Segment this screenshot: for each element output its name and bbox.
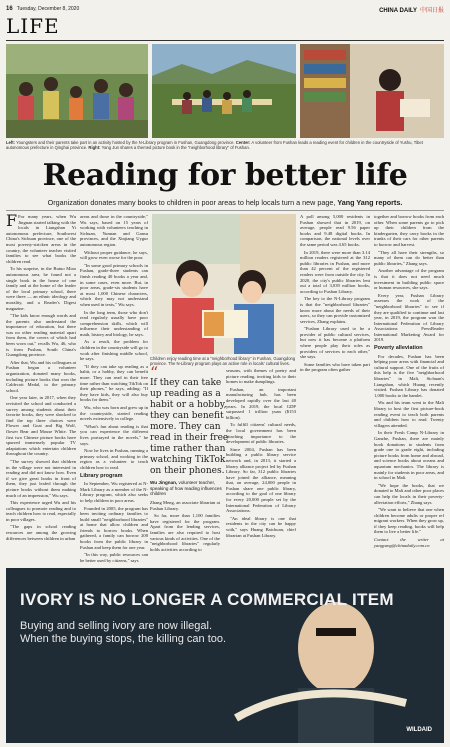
quote-mark-icon: “: [150, 363, 159, 382]
ad-brand-logo: WILDAID: [406, 727, 432, 733]
subhead-library-program: Library program: [80, 472, 123, 479]
page-number: 16: [6, 6, 13, 12]
deck-rule: [6, 210, 444, 211]
drop-cap: F: [6, 211, 18, 230]
ivory-advertisement: [6, 568, 444, 743]
section-rule: [6, 40, 444, 41]
page-header: [6, 4, 444, 14]
masthead: CHINA DAILY 中国日报: [379, 7, 444, 14]
article-col-3: Zhang Meng, an associate librarian at Fushan Library. So far, more than 1,100 families have registered for the program. Apart from the lending services, families are also required to host various kinds of activities. One of the "neighborhood libraries" regularly holds activities according to: [150, 500, 220, 552]
photo-center: [152, 44, 296, 138]
issue-date: Tuesday, December 8, 2020: [16, 6, 80, 12]
section-title: LIFE: [6, 14, 60, 38]
headline: Reading for better life: [42, 158, 408, 193]
pull-quote-text: If they can take up reading as a habit or a hobby, they can benefit more. They can read in their free time rather than watching TikTok on their phones.: [150, 378, 229, 476]
deck: Organization donates many books to children in poor areas to help locals turn a new page, Yang Yang reports.: [47, 198, 403, 207]
mid-photo-caption: Children enjoy reading time at a "neighborhood library" in Fushan, Guangdong province. The N-Library program plays an active role in locals' cultural lives.: [150, 356, 296, 366]
writer-contact: Contact the writer at yangyang@chinadaily.com.cn: [374, 537, 444, 548]
photo-right: [300, 44, 444, 138]
article-col-2: areas and those in the countryside," Wu says, based on 15 years of working with volunteers teaching in Sichuan, Yunnan and Gansu provinces, and the Xinjiang Uygur autonomous region. Without proper guidance, he says, will grow even worse for the poor. "In some good primary schools in Fushan, grade-three students can finish reading 40 books a year and, in some cases, even more. But, in poor areas, grade-six students have at most 1,000 Chinese characters, which they may not understand when used in texts," Wu says. In the long term, those who don't read regularly usually have poor comprehension skills, which will influence their understanding of math, history and biology, he says. As a result, the problem for children in the countryside will go to work after finishing middle school, he says. "If they can take up reading as a habit, or a hobby, they can benefit more. They can read in their free time rather than watching TikTok on their phones," he says, adding: "If they have kids, they will also buy books for them." Wu, who was born and grew up in the countryside, started reading novels extensively in college. "What's fun about reading is that you can experience the different lives portrayed in the novels," he says. Now he lives in Fushan, running a primary school, and working in the region as a volunteer to teach children how to read. Library program In September, Wu registered at N-Mark Library as a member of the N-Library program, which also seeks to help children in poor areas. Founded in 2005, the program has been inviting ordinary families to build small "neighborhood libraries" at home that allow children and friends to borrow books. When gathered, a family can borrow 200 books from the public library in Fushan and keep them for one year. "In this way, public resources can be better used by citizens," says: [80, 214, 148, 563]
subhead-poverty-alleviation: Poverty alleviation: [374, 345, 423, 352]
article-col-1: F For many years, when Wu Jingnan started talking with the locals in Liangshan Yi autonomous prefecture, Southwest China's Sichuan province, one of the most poverty-stricken areas in the country, the volunteer teacher visited families to see what books the children read. To his surprise, in the Butuo Miao autonomous area, he found not a single book in the house of one family and at the home of the leader of the local primary school, there were three — an ethnic ideology and morality, and a Reader's Digest magazine. "The kids know enough words and the parents also understand the importance of education, but there was no other reading material apart from them, the covers of which had been worn out," recalls Wu, 46, who is from Fushan, South China's Guangdong province. After that, Wu and his colleagues at Fushan began a volunteer organization, donated many books, including picture books that won the Caldecott Medal, to the primary school. One year later, in 2017, when they revisited the school and conducted a survey among students about their favorite books, they were shocked to find the top three choices were Flower and Goat and Big Wolf, flower Bear and Mouse White. The first two Chinese picture books have spurred immensely popular TV adaptations which entertain children throughout the country. "The survey showed that children in the village were not interested in reading and did not know how. Even if we give great books in front of them, they just leafed through the picture books without them making much of an impression," Wu says. This experience urged Wu and his colleagues to promote reading and to teach children how to read, especially in poor villages. "The gaps in school reading resources are among the growing differences between children in urban: [6, 211, 76, 541]
article-col-4: seasons, with themes of poetry and picture reading, inviting kids to their homes to make dumplings. Fushan, an important manufacturing hub, has been developed rapidly over the last 40 years. In 2019, the local GDP surpassed 1 trillion yuan ($153 billion). To fulfill citizens' cultural needs, the local government has been attaching importance to the development of public libraries. Since 2004, Fushan has been building a public library service network and, in 2013, it started a library alliance project led by Fushan Library. So far, 312 public libraries have joined the alliance, meaning that, on average, 24,000 people in Fushan share one public library, according to the goal of one library for every 20,000 people set by the International Federation of Library Associations. "An ideal library is one that residents in the city can be happy with," says Huang Baichuan, chief librarian at Fushan Library.: [226, 368, 296, 538]
article-col-5: A poll among 5,000 residents in Fushan showed that in 2019, on average, people read 9.56 paper books and 9.48 digital books. In comparison, the national levels over the same period was 4.65 books. In 2019, there were more than 3.14 million readers registered at the 312 public libraries in Fushan, and more than 42 percent of the registered readers were from outside the city. In 2020, the city's public libraries lent out a total of 3,039 million books, according to Fushan Library. The key to the N-Library program is that the "neighborhood libraries" know more about the needs of their users, so they can provide customized services, Zhang explains. "Fushan Library used to be a provider of public cultural services, but now it has become a platform where people play their roles as providers of services to each other," she says. Some families who have taken part in the program often gather: [300, 214, 370, 373]
photo-left: [6, 44, 148, 138]
photo-mid: [152, 214, 296, 354]
pull-quote: [150, 363, 230, 497]
article-col-6: together and borrow books from each other. When some parents go to pick up their children from the kindergarten, they carry books in the trunks of their cars for other parents to borrow and harvest. "They all have their strengths, so many of them can do better than public libraries," Zhang says. Another advantage of the program is that it does not need much investment in building public space or human resources, she says. Every year, Fushan Library assesses the work of the "neighborhood libraries" to see if they are qualified to continue and last year, in 2019, the program won the International Federation of Library Associations PressReader International Marketing Award for 2019. Poverty alleviation For decades, Fushan has been helping poor areas with financial and cultural support. One of the fruits of this help is the five "neighborhood libraries" in Mali, Sichuan's Liangshan, which Huang recently visited. Fushan Library has donated 1,000 books to the hamlet. Wu and his team went to the Mali library to host the first picture-book reading event to teach both parents and children how to read. Twenty villagers attended. In their Fresh Camp N-Library in Ganzhe, Fushan, there are mainly book donations to students from grade one to grade eight, including picture books from home and abroad, and science books about oceans and aquarium mechanics. The library is mainly for students in poor areas, and in school in Mali. "We hope the books, that we donated to Mali and other poor places can help the locals in their poverty-alleviation efforts," Zhang says. "We want to believe that one when children become adults or proper ref migrant workers. When they grow up, if they keep reading, books will help them to live a better life." Contact the writer at yangyang@chinadaily.com.cn: [374, 214, 444, 548]
pull-quote-attribution: Wu Jingnan, volunteer teacher, speaking of how reading influences children: [150, 480, 222, 497]
ad-subline: Buying and selling ivory are now illegal. When the buying stops, the killing can too.: [20, 620, 227, 645]
ad-headline: IVORY IS NO LONGER A COMMERCIAL ITEM: [20, 590, 394, 609]
top-photo-captions: Left: Youngsters and their parents take part in an activity hosted by the N-Library program in Fushan, Guangdong province. Center: A volunteer from Fushan leads a reading event for children in the countryside of Yushu, Tibet autonomous prefecture in Qinghai province. Right: Yang Jun shares a themed picture book in the "neighborhood library" of Fushan.: [6, 140, 423, 151]
